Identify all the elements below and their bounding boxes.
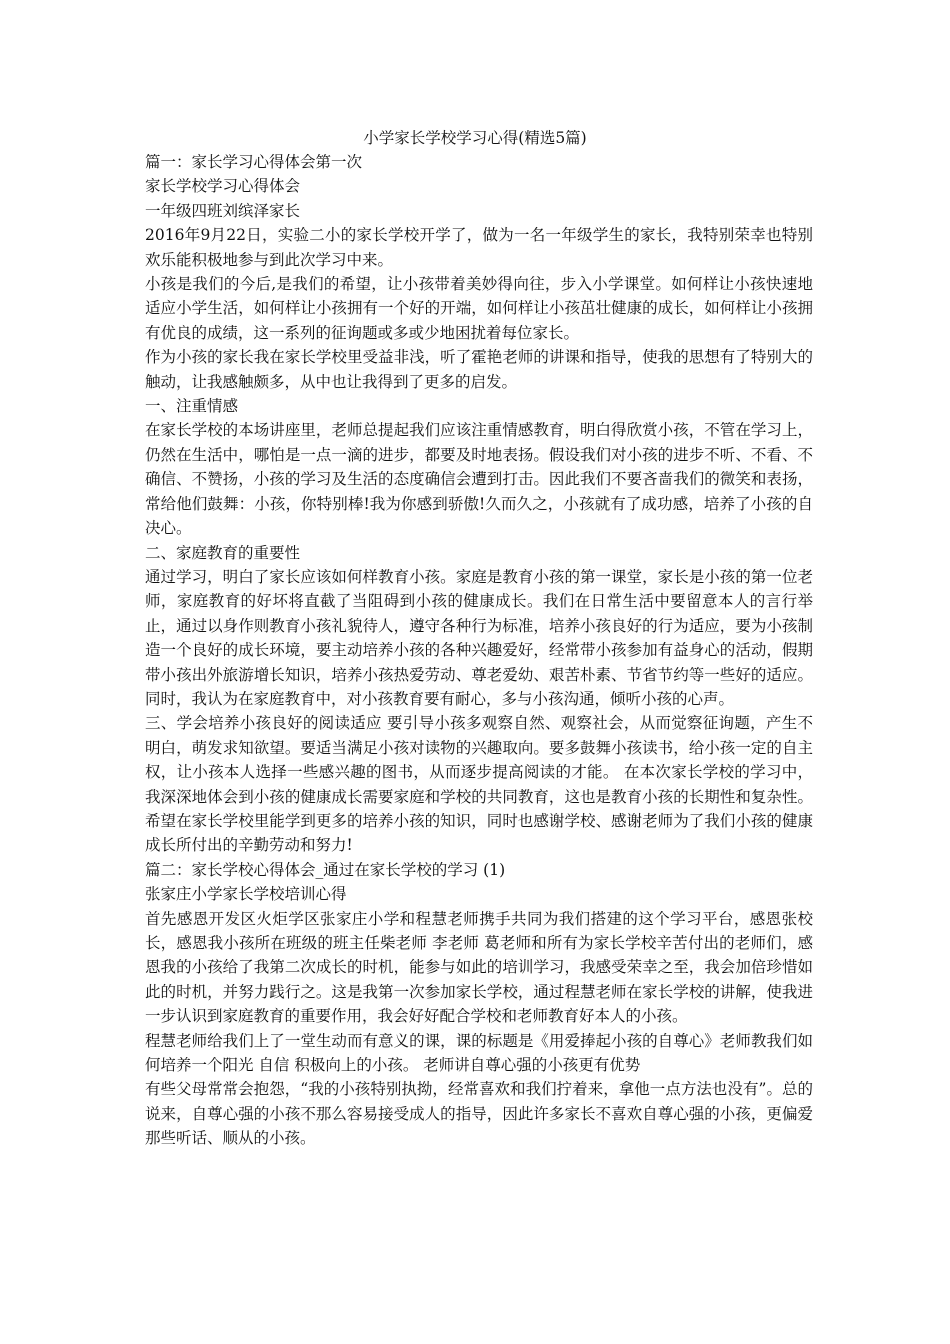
section-heading: 一、注重情感	[145, 397, 239, 416]
paragraph: 程慧老师给我们上了一堂生动而有意义的课，课的标题是《用爱捧起小孩的自尊心》老师教我们如何培养一个阳光 自信 积极向上的小孩。 老师讲自尊心强的小孩更有优势	[145, 1031, 813, 1075]
paragraph: 2016年9月22日，实验二小的家长学校开学了，做为一名一年级学生的家长，我特别荣幸也特别欢乐能积极地参与到此次学习中来。	[145, 226, 813, 269]
paragraph: 首先感恩开发区火炬学区张家庄小学和程慧老师携手共同为我们搭建的这个学习平台，感恩张校长，感恩我小孩所在班级的班主任柴老师 李老师 葛老师和所有为家长学校辛苦付出的老师们，感恩我的小孩给了我第二次成长的时机，能参与如此的培训学习，我感受荣幸之至，我会加倍珍惜如此的时机，并努力践行之。这是我第一次参加家长学校，通过程慧老师在家长学校的讲解，使我进一步认识到家庭教育的重要作用，我会好好配合学校和老师教育好本人的小孩。	[145, 909, 813, 1026]
subheading: 家长学校学习心得体会	[145, 177, 301, 196]
paragraph: 小孩是我们的今后,是我们的希望，让小孩带着美妙得向往，步入小学课堂。如何样让小孩快速地适应小学生活，如何样让小孩拥有一个好的开端，如何样让小孩茁壮健康的成长，如何样让小孩拥有优良的成绩，这一系列的征询题或多或少地困扰着每位家长。	[145, 275, 813, 342]
paragraph: 三、学会培养小孩良好的阅读适应 要引导小孩多观察自然、观察社会，从而觉察征询题，产生不明白，萌发求知欲望。要适当满足小孩对读物的兴趣取向。要多鼓舞小孩读书，给小孩一定的自主权，让小孩本人选择一些感兴趣的图书，从而逐步提高阅读的才能。 在本次家长学校的学习中，我深深地体会到小孩的健康成长需要家庭和学校的共同教育，这也是教育小孩的长期性和复杂性。希望在家长学校里能学到更多的培养小孩的知识，同时也感谢学校、感谢老师为了我们小孩的健康成长所付出的辛勤劳动和努力!	[145, 714, 813, 855]
paragraph: 有些父母常常会抱怨，“我的小孩特别执拗，经常喜欢和我们拧着来，拿他一点方法也没有”。总的说来，自尊心强的小孩不那么容易接受成人的指导，因此许多家长不喜欢自尊心强的小孩，更偏爱那些听话、顺从的小孩。	[145, 1080, 813, 1148]
heading-part-two: 篇二：家长学校心得体会_通过在家长学校的学习 (1)	[145, 860, 506, 879]
paragraph: 通过学习，明白了家长应该如何样教育小孩。家庭是教育小孩的第一课堂，家长是小孩的第一位老师，家庭教育的好坏将直截了当阻碍到小孩的健康成长。我们在日常生活中要留意本人的言行举止，通过以身作则教育小孩礼貌待人，遵守各种行为标准，培养小孩良好的行为适应，要为小孩制造一个良好的成长环境，要主动培养小孩的各种兴趣爱好，经常带小孩参加有益身心的活动，假期带小孩出外旅游增长知识，培养小孩热爱劳动、尊老爱幼、艰苦朴素、节省节约等一些好的适应。同时，我认为在家庭教育中，对小孩教育要有耐心，多与小孩沟通，倾听小孩的心声。	[145, 567, 813, 708]
document-title: 小学家长学校学习心得(精选5篇)	[363, 129, 587, 147]
section-heading: 二、家庭教育的重要性	[145, 543, 301, 562]
subheading: 张家庄小学家长学校培训心得	[145, 885, 347, 904]
document-body	[145, 150, 813, 1151]
author-line: 一年级四班刘缤泽家长	[145, 201, 301, 220]
heading-part-one: 篇一：家长学习心得体会第一次	[145, 153, 363, 171]
paragraph: 作为小孩的家长我在家长学校里受益非浅，听了霍艳老师的讲课和指导，使我的思想有了特别大的触动，让我感触颇多，从中也让我得到了更多的启发。	[145, 348, 813, 391]
paragraph: 在家长学校的本场讲座里，老师总提起我们应该注重情感教育，明白得欣赏小孩，不管在学习上，仍然在生活中，哪怕是一点一滴的进步，都要及时地表扬。假设我们对小孩的进步不听、不看、不确信、不赞扬，小孩的学习及生活的态度确信会遭到打击。因此我们不要吝啬我们的微笑和表扬，常给他们鼓舞：小孩，你特别棒!我为你感到骄傲!久而久之，小孩就有了成功感，培养了小孩的自决心。	[145, 421, 813, 538]
